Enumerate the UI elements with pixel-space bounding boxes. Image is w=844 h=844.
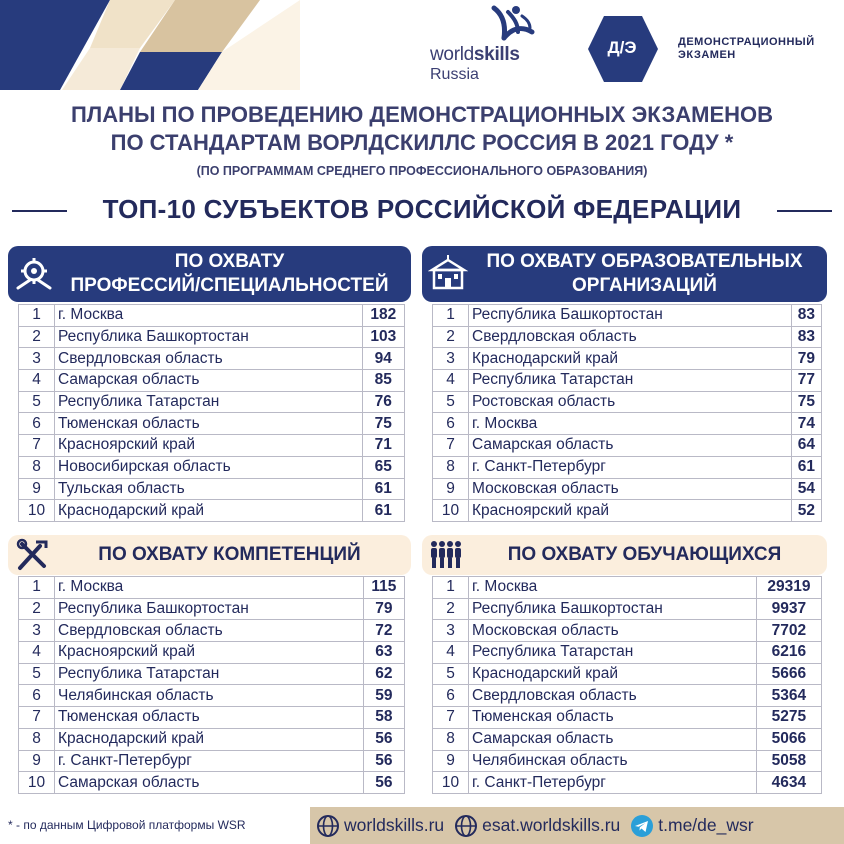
region-name: Республика Татарстан [55,663,364,685]
rank-number: 9 [433,750,469,772]
region-value: 79 [363,598,404,620]
link-telegram[interactable] [630,814,753,838]
region-name: Республика Башкортостан [55,598,364,620]
table-row [19,750,405,772]
region-name: г. Москва [469,413,792,435]
link-worldskills-text[interactable]: worldskills.ru [344,815,445,835]
telegram-icon [630,814,654,838]
region-value: 72 [363,620,404,642]
table-row [433,391,822,413]
region-value: 5066 [756,728,821,750]
rank-number: 2 [433,598,469,620]
region-name: Челябинская область [55,685,364,707]
rank-number: 10 [433,500,469,522]
region-name: Республика Башкортостан [55,326,363,348]
table-row [433,326,822,348]
panel-professions-header [8,246,411,302]
table-row [19,772,405,794]
globe-icon [454,814,478,838]
region-value: 77 [791,370,821,392]
region-name: Самарская область [55,772,364,794]
footer-links [310,807,844,844]
table-row [19,685,405,707]
region-value: 75 [791,391,821,413]
rank-number: 6 [433,413,469,435]
table-row [19,456,405,478]
rank-number: 3 [19,348,55,370]
rank-number: 4 [433,370,469,392]
table-competencies [18,576,405,794]
panel-organizations-title-line2: ОРГАНИЗАЦИЙ [572,275,717,296]
region-name: Московская область [469,478,792,500]
rank-number: 10 [19,772,55,794]
region-name: Краснодарский край [55,728,364,750]
panel-organizations-title-line1: ПО ОХВАТУ ОБРАЗОВАТЕЛЬНЫХ [486,251,803,272]
region-value: 85 [362,370,404,392]
region-value: 79 [791,348,821,370]
table-row [19,478,405,500]
region-name: Новосибирская область [55,456,363,478]
region-name: Свердловская область [55,620,364,642]
table-row [433,642,822,664]
table-row [19,413,405,435]
globe-icon [316,814,340,838]
rank-number: 3 [19,620,55,642]
region-name: Тюменская область [469,707,757,729]
top10-heading [0,194,844,228]
demo-exam-wordmark [678,36,838,62]
worldskills-wordmark: worldskills [430,44,520,65]
rank-number: 7 [19,707,55,729]
region-value: 115 [363,577,404,599]
table-row [19,663,405,685]
rank-number: 3 [433,620,469,642]
demo-exam-logo [586,14,844,84]
link-worldskills[interactable] [316,814,444,838]
table-students [432,576,822,794]
rank-number: 9 [19,478,55,500]
region-value: 83 [791,326,821,348]
region-name: Ростовская область [469,391,792,413]
panel-organizations-header [422,246,827,302]
region-name: Свердловская область [469,685,757,707]
table-row [433,435,822,457]
region-name: Самарская область [469,435,792,457]
rank-number: 9 [433,478,469,500]
region-name: Республика Башкортостан [469,598,757,620]
panel-competencies-title: ПО ОХВАТУ КОМПЕТЕНЦИЙ [98,544,361,565]
table-row [19,326,405,348]
rank-number: 7 [433,707,469,729]
region-value: 94 [362,348,404,370]
worldskills-logo [430,4,540,86]
rank-number: 10 [19,500,55,522]
heading-subtitle: (ПО ПРОГРАММАМ СРЕДНЕГО ПРОФЕССИОНАЛЬНОГО ОБРАЗОВАНИЯ) [196,164,648,178]
rank-number: 9 [19,750,55,772]
panel-professions-title-line1: ПО ОХВАТУ [174,251,285,272]
region-name: г. Москва [469,577,757,599]
region-name: Красноярский край [55,435,363,457]
rank-number: 4 [19,642,55,664]
region-name: Челябинская область [469,750,757,772]
region-name: г. Москва [55,577,364,599]
table-row [433,598,822,620]
region-name: Республика Татарстан [469,642,757,664]
region-name: Краснодарский край [469,663,757,685]
heading-line-1: ПЛАНЫ ПО ПРОВЕДЕНИЮ ДЕМОНСТРАЦИОННЫХ ЭКЗАМЕНОВ [70,102,774,127]
link-telegram-text[interactable]: t.me/de_wsr [658,815,754,835]
region-value: 58 [363,707,404,729]
rank-number: 2 [19,326,55,348]
region-name: г. Санкт-Петербург [469,456,792,478]
region-value: 62 [363,663,404,685]
region-name: Самарская область [55,370,363,392]
region-value: 7702 [756,620,821,642]
region-value: 5364 [756,685,821,707]
region-value: 52 [791,500,821,522]
table-row [19,305,405,327]
region-name: Республика Татарстан [55,391,363,413]
region-value: 65 [362,456,404,478]
demo-exam-line2: ЭКЗАМЕН [678,49,736,61]
panel-professions-title-line2: ПРОФЕССИЙ/СПЕЦИАЛЬНОСТЕЙ [70,275,389,296]
rank-number: 5 [19,663,55,685]
region-value: 75 [362,413,404,435]
table-row [433,728,822,750]
region-name: Свердловская область [55,348,363,370]
region-name: Самарская область [469,728,757,750]
panel-professions-title [31,250,389,298]
region-name: Свердловская область [469,326,792,348]
table-row [433,772,822,794]
table-row [433,305,822,327]
region-value: 83 [791,305,821,327]
rank-number: 1 [19,577,55,599]
region-name: г. Санкт-Петербург [469,772,757,794]
table-row [433,577,822,599]
region-name: Тюменская область [55,707,364,729]
worldskills-figure-icon [488,4,536,46]
table-row [19,707,405,729]
table-professions [18,304,405,522]
rank-number: 4 [19,370,55,392]
region-value: 61 [362,500,404,522]
rank-number: 8 [19,456,55,478]
region-name: Красноярский край [469,500,792,522]
table-row [433,685,822,707]
panel-organizations-title [446,250,802,298]
region-value: 63 [363,642,404,664]
region-value: 59 [363,685,404,707]
region-value: 9937 [756,598,821,620]
rank-number: 1 [433,577,469,599]
region-value: 4634 [756,772,821,794]
rank-number: 4 [433,642,469,664]
table-row [19,642,405,664]
table-row [433,370,822,392]
table-organizations [432,304,822,522]
link-esat-text[interactable]: esat.worldskills.ru [482,815,621,835]
region-value: 182 [362,305,404,327]
table-row [433,500,822,522]
rank-number: 7 [19,435,55,457]
rank-number: 8 [433,728,469,750]
rank-number: 5 [433,391,469,413]
region-name: Краснодарский край [55,500,363,522]
table-row [433,707,822,729]
worldskills-russia: Russia [430,66,479,83]
rank-number: 8 [19,728,55,750]
region-value: 56 [363,728,404,750]
region-value: 5666 [756,663,821,685]
table-row [19,391,405,413]
region-value: 71 [362,435,404,457]
region-value: 5275 [756,707,821,729]
tools-icon [14,538,50,579]
region-value: 103 [362,326,404,348]
region-name: Московская область [469,620,757,642]
region-name: Тюменская область [55,413,363,435]
link-esat[interactable] [454,814,620,838]
table-row [433,750,822,772]
region-name: Тульская область [55,478,363,500]
table-row [433,413,822,435]
region-value: 74 [791,413,821,435]
panel-students-header [422,535,827,575]
rank-number: 2 [19,598,55,620]
table-row [433,620,822,642]
footnote: * - по данным Цифровой платформы WSR [8,818,246,832]
region-value: 54 [791,478,821,500]
region-value: 56 [363,750,404,772]
rank-number: 7 [433,435,469,457]
rank-number: 6 [19,685,55,707]
rank-number: 3 [433,348,469,370]
region-name: Красноярский край [55,642,364,664]
region-value: 76 [362,391,404,413]
rank-number: 5 [433,663,469,685]
rank-number: 8 [433,456,469,478]
table-row [19,620,405,642]
heading-line-2: ПО СТАНДАРТАМ ВОРЛДСКИЛЛС РОССИЯ В 2021 ГОДУ * [110,130,734,155]
people-group-icon [428,538,464,579]
school-building-icon [428,254,468,301]
corner-decoration [0,0,300,90]
table-row [433,478,822,500]
table-row [19,435,405,457]
table-row [19,728,405,750]
table-row [433,456,822,478]
table-row [433,663,822,685]
table-row [19,370,405,392]
region-value: 5058 [756,750,821,772]
region-value: 56 [363,772,404,794]
rank-number: 6 [433,685,469,707]
region-value: 64 [791,435,821,457]
table-row [19,348,405,370]
region-value: 61 [362,478,404,500]
rank-number: 1 [433,305,469,327]
rank-number: 2 [433,326,469,348]
table-row [19,598,405,620]
top10-title: ТОП-10 СУБЪЕКТОВ РОССИЙСКОЙ ФЕДЕРАЦИИ [102,194,742,224]
region-name: Краснодарский край [469,348,792,370]
demo-exam-mark: Д/Э [607,38,637,57]
region-value: 61 [791,456,821,478]
rank-number: 6 [19,413,55,435]
rank-number: 1 [19,305,55,327]
table-row [433,348,822,370]
table-row [19,577,405,599]
table-row [19,500,405,522]
region-name: Республика Башкортостан [469,305,792,327]
panel-students-title: ПО ОХВАТУ ОБУЧАЮЩИХСЯ [507,544,782,565]
gear-wrench-icon [14,254,54,301]
region-name: г. Санкт-Петербург [55,750,364,772]
region-name: г. Москва [55,305,363,327]
region-name: Республика Татарстан [469,370,792,392]
rank-number: 5 [19,391,55,413]
panel-competencies-header [8,535,411,575]
rank-number: 10 [433,772,469,794]
demo-exam-line1: ДЕМОНСТРАЦИОННЫЙ [678,36,815,48]
region-value: 6216 [756,642,821,664]
region-value: 29319 [756,577,821,599]
